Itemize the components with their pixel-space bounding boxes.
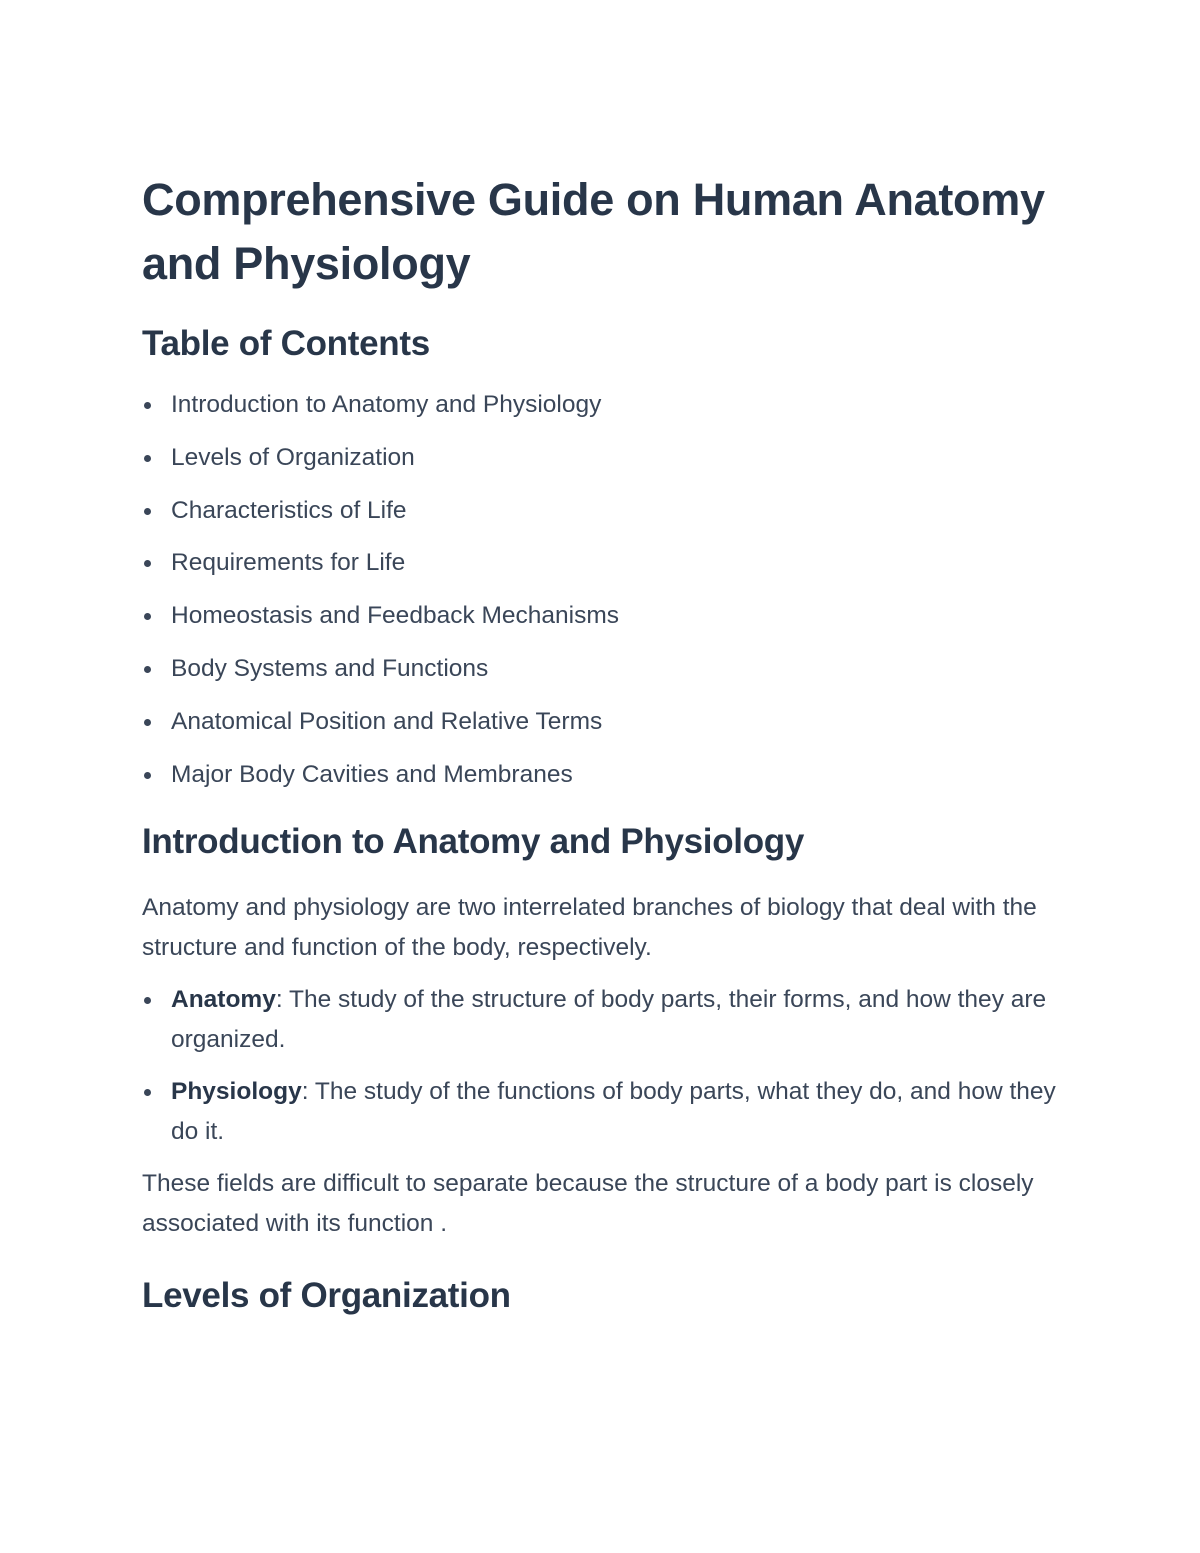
bullet-icon (144, 997, 151, 1004)
intro-paragraph: Anatomy and physiology are two interrelated branches of biology that deal with the structure and function of the body, respectively. (142, 893, 1037, 961)
document-page (142, 168, 1062, 1318)
bullet-icon (144, 613, 151, 620)
definition-item-physiology (142, 1072, 1062, 1152)
bullet-icon (144, 508, 151, 515)
bullet-icon (144, 1089, 151, 1096)
toc-item: Introduction to Anatomy and Physiology (142, 390, 1062, 420)
bullet-icon (144, 560, 151, 567)
toc-item: Characteristics of Life (142, 496, 1062, 526)
document-title: Comprehensive Guide on Human Anatomy and Physiology (142, 174, 1045, 289)
toc-item: Homeostasis and Feedback Mechanisms (142, 601, 1062, 631)
definition-term: Physiology (171, 1077, 302, 1105)
bullet-icon (144, 772, 151, 779)
levels-heading: Levels of Organization (142, 1275, 511, 1315)
bullet-icon (144, 455, 151, 462)
toc-list (142, 390, 1062, 790)
definition-term: Anatomy (171, 985, 276, 1013)
definition-text: : The study of the functions of body parts, what they do, and how they do it. (171, 1077, 1056, 1145)
toc-item: Major Body Cavities and Membranes (142, 760, 1062, 790)
bullet-icon (144, 719, 151, 726)
closing-paragraph: These fields are difficult to separate because the structure of a body part is closely associated with its function . (142, 1169, 1034, 1237)
intro-heading: Introduction to Anatomy and Physiology (142, 821, 805, 861)
bullet-icon (144, 666, 151, 673)
toc-heading: Table of Contents (142, 324, 430, 363)
toc-item: Anatomical Position and Relative Terms (142, 707, 1062, 737)
bullet-icon (144, 402, 151, 409)
toc-item: Requirements for Life (142, 548, 1062, 578)
definition-item-anatomy (142, 980, 1062, 1060)
definition-list (142, 980, 1062, 1152)
toc-item: Levels of Organization (142, 443, 1062, 473)
definition-text: : The study of the structure of body parts, their forms, and how they are organized. (171, 985, 1047, 1053)
toc-item: Body Systems and Functions (142, 654, 1062, 684)
